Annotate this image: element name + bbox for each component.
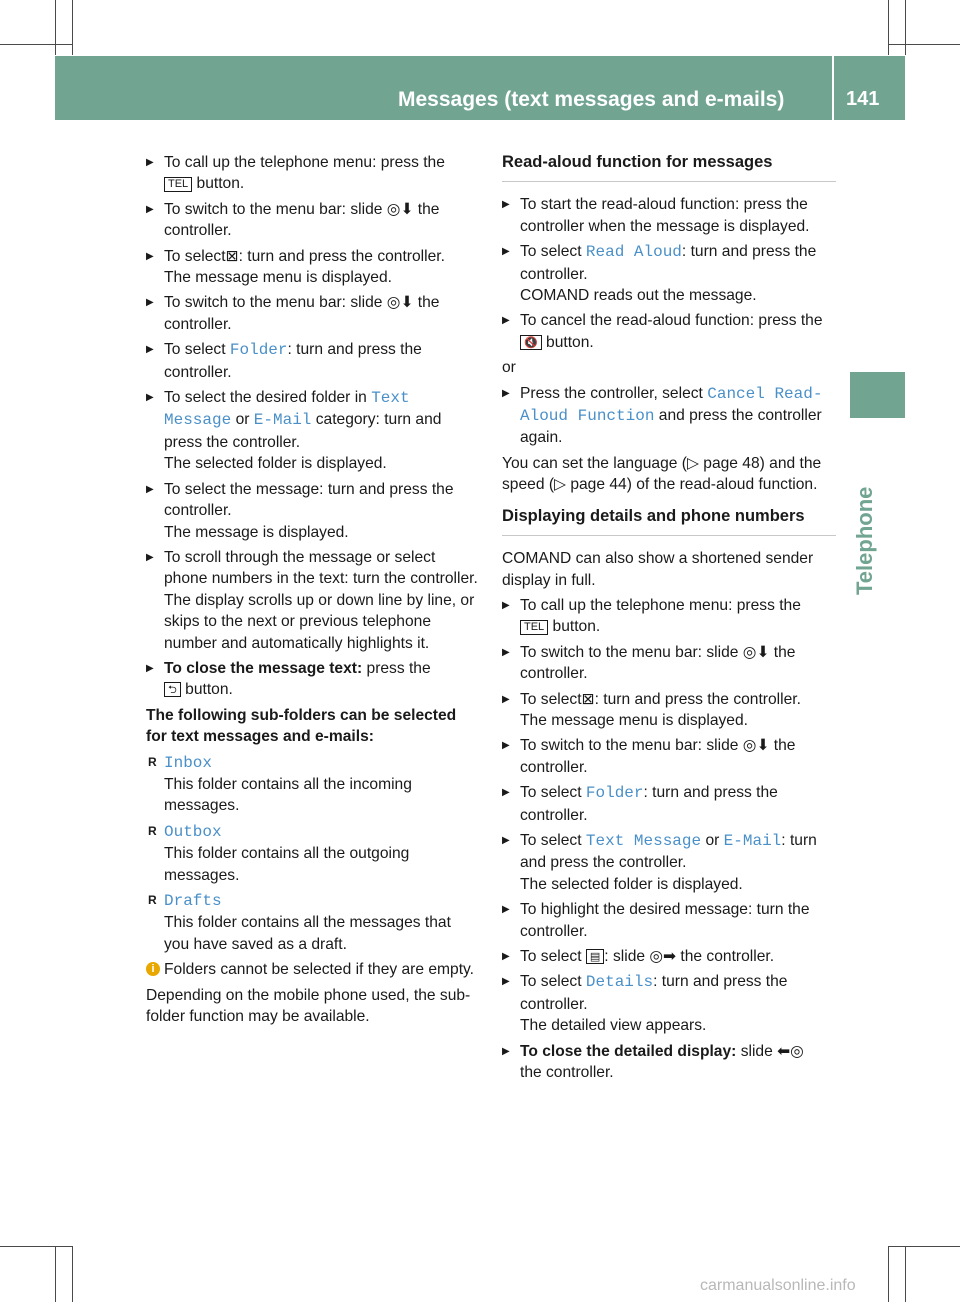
controller-left-icon: ⬅◎ — [777, 1041, 804, 1060]
info-icon: i — [146, 962, 160, 976]
crop-mark — [888, 1246, 960, 1247]
crop-mark — [905, 0, 906, 55]
controller-down-icon: ◎⬇ — [386, 199, 414, 218]
controller-down-icon: ◎⬇ — [386, 293, 414, 312]
menu-item-email: E-Mail — [253, 411, 312, 430]
info-note: i Folders cannot be selected if they are empty. — [146, 959, 480, 980]
back-key-icon: ⮌ — [164, 682, 181, 697]
instruction-step: ▶ To switch to the menu bar: slide ◎⬇ the controller. — [502, 735, 836, 778]
header-separator — [832, 56, 834, 120]
subfolder-heading: The following sub-folders can be selected for text messages and e-mails: — [146, 706, 457, 746]
crop-mark — [72, 1246, 73, 1302]
crop-mark — [72, 0, 73, 55]
menu-item-email: E-Mail — [723, 831, 782, 850]
paragraph: You can set the language (▷ page 48) and the speed (▷ page 44) of the read-aloud function. — [502, 454, 822, 494]
instruction-step: ▶ To select ▤ : slide ◎➡ the controller. — [502, 946, 836, 967]
page-title: Messages (text messages and e-mails) — [398, 88, 785, 111]
mute-key-icon: 🔇 — [520, 335, 542, 350]
crop-mark — [905, 1246, 906, 1302]
instruction-step: ▶ To highlight the desired message: turn the controller. — [502, 899, 836, 942]
side-tab-label: Telephone — [852, 486, 877, 595]
folder-drafts: Drafts — [164, 892, 222, 910]
message-icon: ⊠ — [225, 246, 239, 265]
instruction-step: ▶ To call up the telephone menu: press the TEL button. — [502, 595, 836, 638]
watermark: carmanualsonline.info — [700, 1277, 856, 1294]
side-tab-marker — [850, 372, 905, 418]
instruction-step: ▶ To close the detailed display: slide ⬅◎ the controller. — [502, 1041, 836, 1084]
paragraph: COMAND can also show a shortened sender display in full. — [502, 550, 814, 589]
crop-mark — [888, 0, 889, 55]
instruction-step: ▶ To select⊠: turn and press the controller. The message menu is displayed. — [502, 689, 836, 732]
instruction-step: ▶ To switch to the menu bar: slide ◎⬇ the controller. — [502, 642, 836, 685]
menu-item-folder: Folder — [229, 341, 288, 360]
list-item: R Inbox This folder contains all the incoming messages. — [146, 752, 480, 817]
options-icon: ▤ — [586, 949, 604, 964]
instruction-step: ▶ To select Details: turn and press the controller. The detailed view appears. — [502, 971, 836, 1036]
crop-mark — [0, 1246, 72, 1247]
menu-item-folder: Folder — [585, 784, 644, 803]
instruction-step: ▶ To switch to the menu bar: slide ◎⬇ the controller. — [146, 199, 480, 242]
section-heading: Read-aloud function for messages — [502, 152, 836, 182]
tel-key-icon: TEL — [520, 620, 548, 635]
instruction-step: ▶ To close the message text: press the ⮌ button. — [146, 658, 480, 701]
instruction-step: ▶ To select Read Aloud: turn and press the controller. COMAND reads out the message. — [502, 241, 836, 306]
instruction-step: ▶ To scroll through the message or select phone numbers in the text: turn the controller. The display scrolls up or down line by line, or skips to the next or previous telephone number and automatically highlights it. — [146, 547, 480, 654]
message-icon: ⊠ — [581, 689, 595, 708]
instruction-step: ▶ To select the message: turn and press the controller. The message is displayed. — [146, 479, 480, 543]
crop-mark — [0, 44, 72, 45]
menu-item-text-message: Text Message — [585, 831, 702, 850]
list-item: R Outbox This folder contains all the outgoing messages. — [146, 821, 480, 886]
crop-mark — [55, 0, 56, 55]
crop-mark — [55, 1246, 56, 1302]
crop-mark — [888, 44, 960, 45]
menu-item-details: Details — [585, 973, 654, 992]
menu-item-read-aloud: Read Aloud — [585, 243, 682, 262]
or-text: or — [502, 359, 516, 377]
instruction-step: ▶ To cancel the read-aloud function: press the 🔇 button. — [502, 310, 836, 353]
instruction-step: ▶ To select Folder: turn and press the controller. — [502, 782, 836, 826]
list-item: R Drafts This folder contains all the messages that you have saved as a draft. — [146, 890, 480, 955]
instruction-step: ▶ Press the controller, select Cancel Read-Aloud Function and press the controller again. — [502, 383, 836, 449]
page-number: 141 — [846, 88, 880, 110]
controller-down-icon: ◎⬇ — [742, 642, 770, 661]
crop-mark — [888, 1246, 889, 1302]
instruction-step: ▶ To select Folder: turn and press the controller. — [146, 339, 480, 383]
instruction-step: ▶ To start the read-aloud function: press the controller when the message is displayed. — [502, 194, 836, 237]
tel-key-icon: TEL — [164, 177, 192, 192]
instruction-step: ▶ To call up the telephone menu: press the TEL button. — [146, 152, 480, 195]
instruction-step: ▶ To select⊠: turn and press the controller. The message menu is displayed. — [146, 246, 480, 289]
left-column — [146, 152, 480, 1031]
right-column — [502, 152, 836, 1087]
section-heading: Displaying details and phone numbers — [502, 506, 836, 536]
controller-down-icon: ◎⬇ — [742, 736, 770, 755]
instruction-step: ▶ To switch to the menu bar: slide ◎⬇ the controller. — [146, 292, 480, 335]
menu-item-cancel-read-aloud: Cancel Read-Aloud Function — [520, 384, 823, 426]
instruction-step: ▶ To select Text Message or E-Mail: turn and press the controller. The selected folder is displayed. — [502, 830, 836, 895]
instruction-step: ▶ To select the desired folder in Text Message or E-Mail category: turn and press the controller. The selected folder is displayed. — [146, 387, 480, 475]
folder-inbox: Inbox — [164, 753, 213, 772]
controller-right-icon: ◎➡ — [649, 947, 677, 965]
folder-outbox: Outbox — [164, 822, 222, 841]
paragraph: Depending on the mobile phone used, the sub-folder function may be available. — [146, 986, 471, 1026]
menu-item-text-message: Text Message — [164, 389, 410, 430]
